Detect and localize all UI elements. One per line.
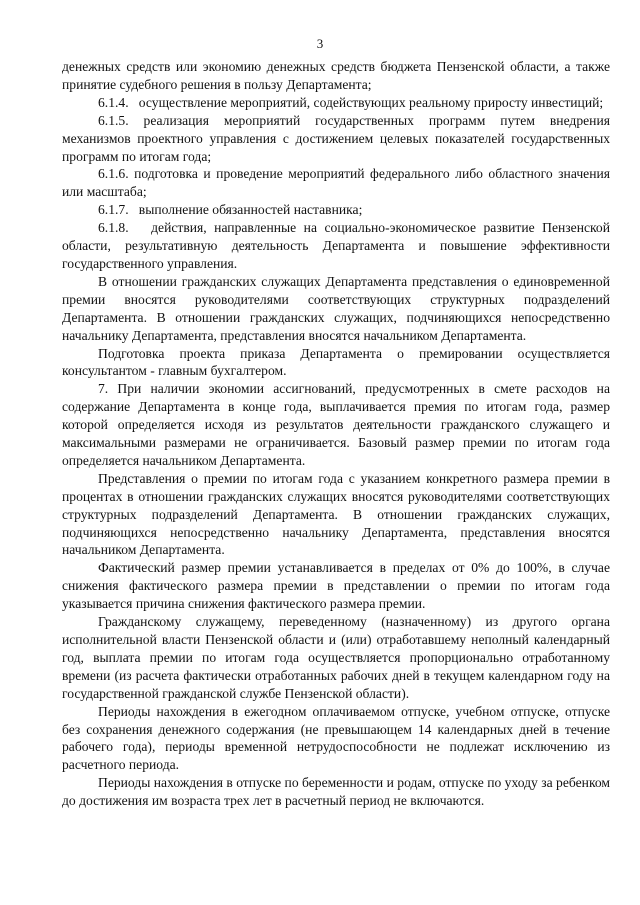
clause-7: 7. При наличии экономии ассигнований, предусмотренных в смете расходов на содержание Департамента в конце года, выплачивается премия по итогам года, размер которой определяется исходя из результатов деятельности гражданского служащего и максимальными размерами не ограничивается. Базовый размер премии по итогам года определяется начальником Департамента. <box>62 381 610 468</box>
paragraph-annual-bonus-submissions: Представления о премии по итогам года с указанием конкретного размера премии в процентах в отношении гражданских служащих вносятся руководителями соответствующих структурных подразделений Департамента. В отношении гражданских служащих, подчиняющихся непосредственно начальнику Департамента, представления вносятся начальником Департамента. <box>62 470 610 558</box>
paragraph-bonus-submissions: В отношении гражданских служащих Департамента представления о единовременной премии вносятся руководителями соответствующих структурных подразделений Департамента. В отношении гражданских служащих, подчиняющихся непосредственно начальнику Департамента, представления вносятся начальником Департамента. <box>62 273 610 343</box>
clause-6-1-4: 6.1.4. осуществление мероприятий, содействующих реальному приросту инвестиций; <box>98 94 604 110</box>
page-number: 3 <box>316 36 324 51</box>
paragraph-transferred-employee: Гражданскому служащему, переведенному (назначенному) из другого органа исполнительной власти Пензенской области и (или) отработавшему неполный календарный год, выплата премии по итогам года осуществляется пропорционально отработанному времени (из расчета фактически отработанных рабочих дней в текущем календарном году на государственной гражданской службе Пензенской области). <box>62 614 610 701</box>
paragraph-order-preparation: Подготовка проекта приказа Департамента о премировании осуществляется консультантом - главным бухгалтером. <box>62 345 610 379</box>
paragraph-continuation: денежных средств или экономию денежных средств бюджета Пензенской области, а также принятие судебного решения в пользу Департамента; <box>62 59 610 92</box>
paragraph-excluded-periods: Периоды нахождения в отпуске по беременности и родам, отпуске по уходу за ребенком до достижения им возраста трех лет в расчетный период не включаются. <box>62 775 610 809</box>
paragraph-included-periods: Периоды нахождения в ежегодном оплачиваемом отпуске, учебном отпуске, отпуске без сохранения денежного содержания (не превышающем 14 календарных дней в течение рабочего года), периоды временной нетрудоспособности не подлежат исключению из расчетного периода. <box>62 703 610 773</box>
document-body <box>62 58 614 810</box>
paragraph-actual-bonus-size: Фактический размер премии устанавливается в пределах от 0% до 100%, в случае снижения фактического размера премии в представлении о премии по итогам года указывается причина снижения фактического размера премии. <box>62 560 610 612</box>
clause-6-1-7: 6.1.7. выполнение обязанностей наставника; <box>98 202 363 218</box>
clause-6-1-6: 6.1.6. подготовка и проведение мероприятий федерального либо областного значения или масштаба; <box>62 166 610 200</box>
clause-6-1-5: 6.1.5. реализация мероприятий государственных программ путем внедрения механизмов проектного управления с достижением целевых показателей государственных программ по итогам года; <box>62 112 610 164</box>
clause-6-1-8: 6.1.8. действия, направленные на социально-экономическое развитие Пензенской области, результативную деятельность Департамента и повышение эффективности государственного управления. <box>62 220 614 271</box>
